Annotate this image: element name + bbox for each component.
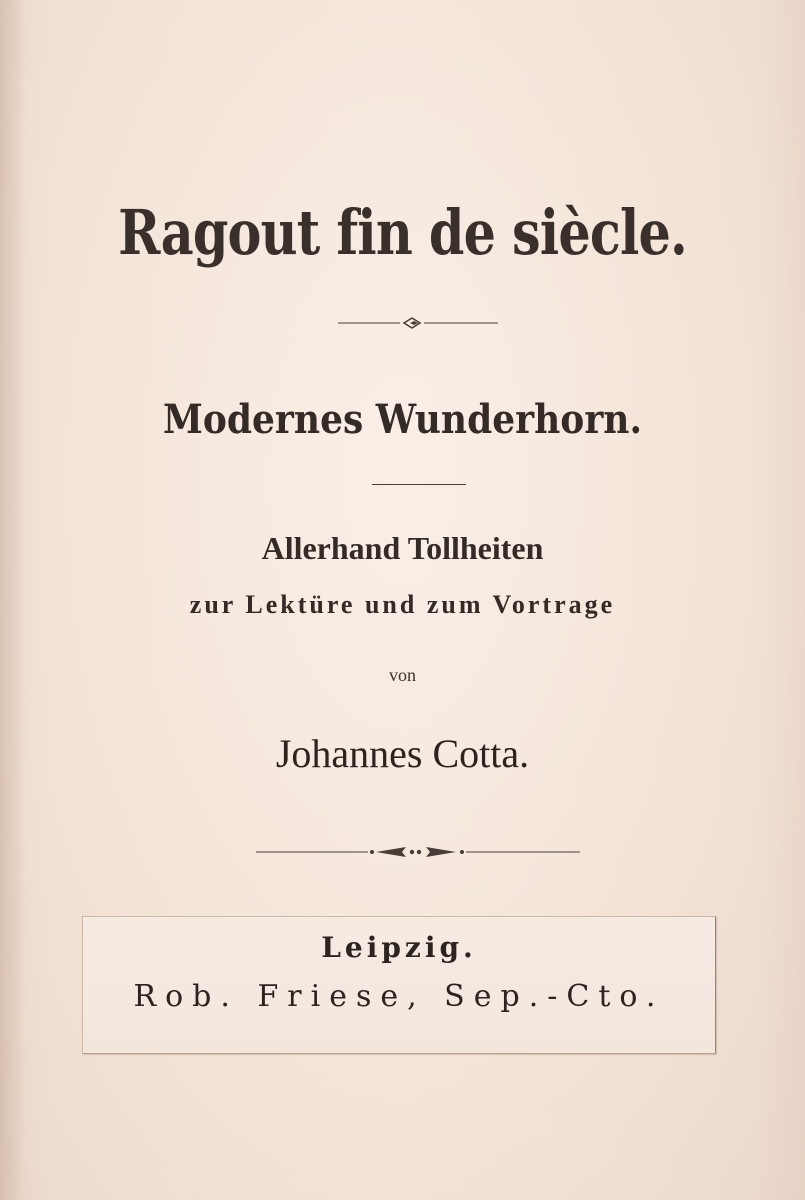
publisher-label	[82, 916, 716, 1054]
arrow-ornament-divider	[256, 842, 580, 862]
tagline-line-2: zur Lektüre und zum Vortrage	[189, 590, 616, 619]
author-name: Johannes Cotta.	[275, 731, 530, 776]
byline-von: von	[389, 665, 416, 685]
short-divider-rule	[372, 484, 466, 485]
publication-city: Leipzig.	[321, 931, 477, 964]
publisher-name: Rob. Friese, Sep.-Cto.	[133, 979, 665, 1014]
book-title: Ragout fin de siècle.	[118, 196, 687, 269]
tagline-line-1: Allerhand Tollheiten	[261, 530, 544, 566]
diamond-ornament-divider	[338, 314, 498, 332]
book-subtitle: Modernes Wunderhorn.	[162, 396, 642, 443]
